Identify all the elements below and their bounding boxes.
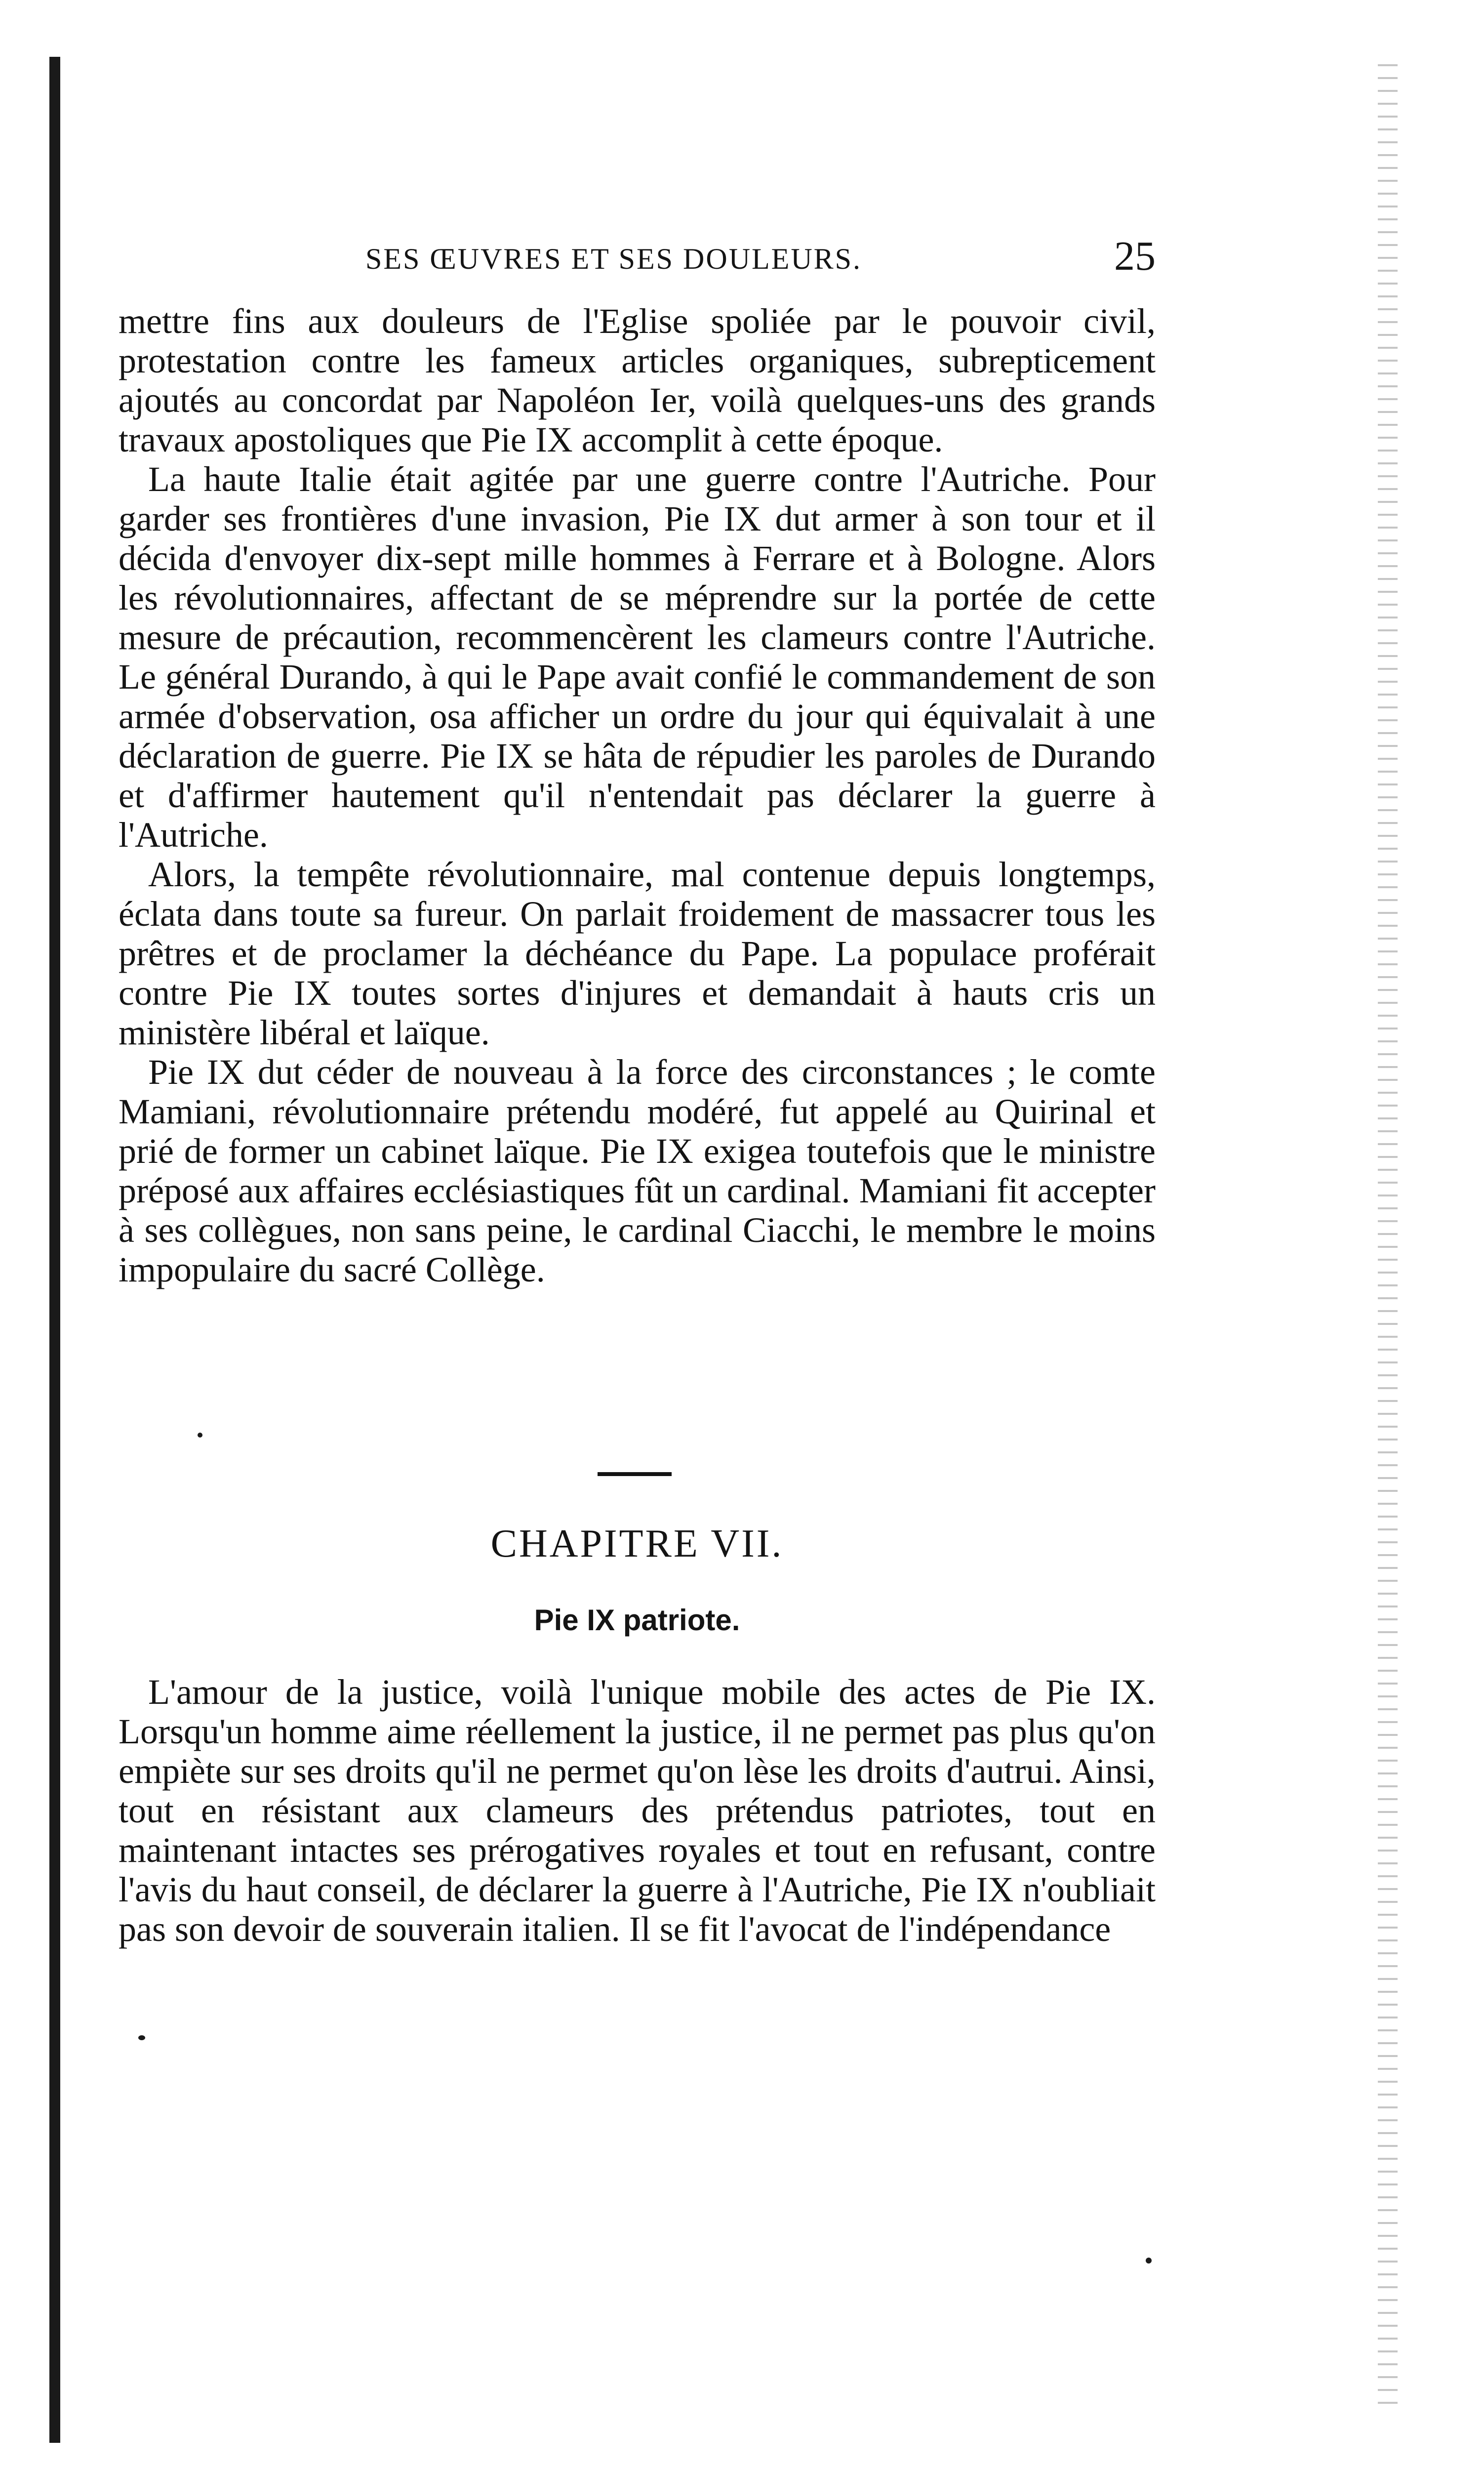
- page-number: 25: [1114, 233, 1156, 279]
- body-text-top: [119, 301, 1156, 1289]
- running-header: [119, 232, 1156, 282]
- paragraph: mettre fins aux douleurs de l'Eglise spoliée par le pouvoir civil, protestation contre les fameux articles organiques, subrepticement ajoutés au concordat par Napoléon Ier, voilà quelques-uns des grands travaux apostoliques que Pie IX accomplit à cette époque.: [119, 301, 1156, 459]
- paragraph: La haute Italie était agitée par une guerre contre l'Autriche. Pour garder ses frontières d'une invasion, Pie IX dut armer à son tour et il décida d'envoyer dix-sept mille hommes à Ferrare et à Bologne. Alors les révolutionnaires, affectant de se méprendre sur la portée de cette mesure de précaution, recommencèrent les clameurs contre l'Autriche. Le général Durando, à qui le Pape avait confié le commandement de son armée d'observation, osa afficher un ordre du jour qui équivalait à une déclaration de guerre. Pie IX se hâta de répudier les paroles de Durando et d'affirmer hautement qu'il n'entendait pas déclarer la guerre à l'Autriche.: [119, 459, 1156, 855]
- scan-speck: [138, 2035, 145, 2040]
- running-title: SES ŒUVRES ET SES DOULEURS.: [365, 243, 862, 275]
- scan-speck: [198, 1433, 202, 1438]
- scan-speck: [1146, 2258, 1152, 2264]
- chapter-title: CHAPITRE VII.: [490, 1522, 784, 1565]
- paragraph: Pie IX dut céder de nouveau à la force des circonstances ; le comte Mamiani, révolutionnaire prétendu modéré, fut appelé au Quirinal et prié de former un cabinet laïque. Pie IX exigea toutefois que le ministre préposé aux affaires ecclésiastiques fût un cardinal. Mamiani fit accepter à ses collègues, non sans peine, le cardinal Ciacchi, le membre le moins impopulaire du sacré Collège.: [119, 1052, 1156, 1289]
- chapter-subtitle: Pie IX patriote.: [534, 1604, 740, 1637]
- paragraph: L'amour de la justice, voilà l'unique mobile des actes de Pie IX. Lorsqu'un homme aime réellement la justice, il ne permet pas plus qu'on empiète sur ses droits qu'il ne permet qu'on lèse les droits d'autrui. Ainsi, tout en résistant aux clameurs des prétendus patriotes, tout en maintenant intactes ses prérogatives royales et tout en refusant, contre l'avis du haut conseil, de déclarer la guerre à l'Autriche, Pie IX n'oubliait pas son devoir de souverain italien. Il se fit l'avocat de l'indépendance: [119, 1672, 1156, 1949]
- scan-binding-edge: [49, 57, 60, 2443]
- body-text-bottom: [119, 1672, 1156, 1949]
- scan-page-edge: [1378, 64, 1398, 2411]
- section-separator: [598, 1472, 672, 1476]
- paragraph: Alors, la tempête révolutionnaire, mal contenue depuis longtemps, éclata dans toute sa fureur. On parlait froidement de massacrer tous les prêtres et de proclamer la déchéance du Pape. La populace proférait contre Pie IX toutes sortes d'injures et demandait à hauts cris un ministère libéral et laïque.: [119, 855, 1156, 1052]
